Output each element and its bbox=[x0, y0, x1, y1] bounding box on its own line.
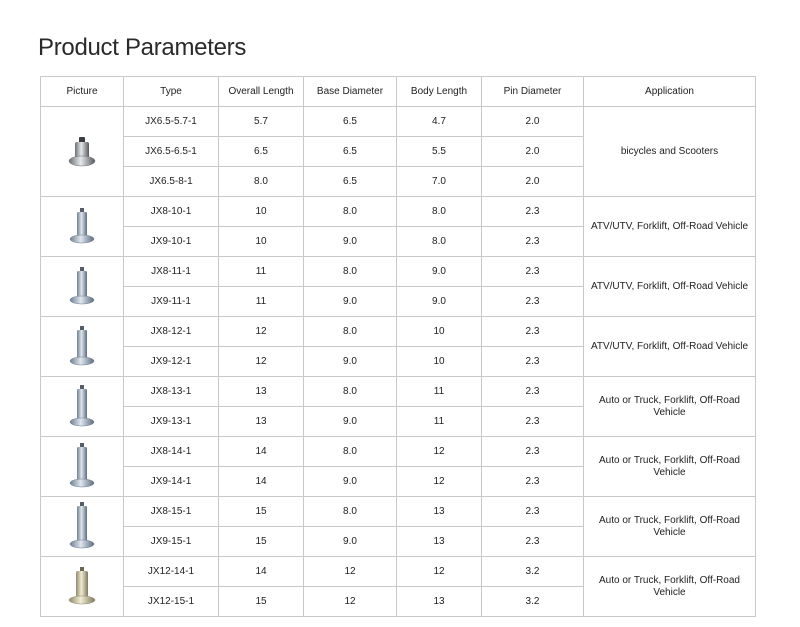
cell-base-diameter: 9.0 bbox=[304, 407, 397, 437]
cell-overall-length: 11 bbox=[219, 257, 304, 287]
cell-overall-length: 14 bbox=[219, 557, 304, 587]
header-row bbox=[41, 77, 756, 107]
cell-body-length: 13 bbox=[397, 497, 482, 527]
stud-pin-gold-icon bbox=[66, 563, 98, 611]
cell-overall-length: 13 bbox=[219, 377, 304, 407]
product-picture bbox=[41, 197, 124, 257]
cell-application: bicycles and Scooters bbox=[584, 107, 756, 197]
product-picture bbox=[41, 437, 124, 497]
cell-overall-length: 15 bbox=[219, 527, 304, 557]
table-row bbox=[41, 437, 756, 467]
cell-body-length: 9.0 bbox=[397, 287, 482, 317]
header-application: Application bbox=[584, 77, 756, 107]
cell-body-length: 12 bbox=[397, 467, 482, 497]
stud-pin-icon bbox=[67, 441, 97, 493]
stud-pin-icon bbox=[67, 323, 97, 371]
table-row bbox=[41, 377, 756, 407]
cell-pin-diameter: 2.3 bbox=[482, 497, 584, 527]
cell-application: Auto or Truck, Forklift, Off-Road Vehicle bbox=[584, 377, 756, 437]
cell-pin-diameter: 2.0 bbox=[482, 107, 584, 137]
cell-type: JX9-11-1 bbox=[124, 287, 219, 317]
product-picture bbox=[41, 257, 124, 317]
cell-overall-length: 15 bbox=[219, 587, 304, 617]
cell-pin-diameter: 2.3 bbox=[482, 407, 584, 437]
header-overall-length: Overall Length bbox=[219, 77, 304, 107]
table-row bbox=[41, 197, 756, 227]
cell-application: ATV/UTV, Forklift, Off-Road Vehicle bbox=[584, 197, 756, 257]
cell-type: JX8-14-1 bbox=[124, 437, 219, 467]
cell-pin-diameter: 2.3 bbox=[482, 467, 584, 497]
cell-application: ATV/UTV, Forklift, Off-Road Vehicle bbox=[584, 257, 756, 317]
header-picture: Picture bbox=[41, 77, 124, 107]
cell-overall-length: 12 bbox=[219, 347, 304, 377]
cell-base-diameter: 8.0 bbox=[304, 197, 397, 227]
cell-type: JX9-12-1 bbox=[124, 347, 219, 377]
cell-type: JX6.5-8-1 bbox=[124, 167, 219, 197]
cell-type: JX6.5-6.5-1 bbox=[124, 137, 219, 167]
cell-base-diameter: 8.0 bbox=[304, 497, 397, 527]
cell-base-diameter: 8.0 bbox=[304, 377, 397, 407]
cell-overall-length: 14 bbox=[219, 467, 304, 497]
cell-body-length: 8.0 bbox=[397, 227, 482, 257]
cell-overall-length: 12 bbox=[219, 317, 304, 347]
cell-body-length: 11 bbox=[397, 377, 482, 407]
header-base-diameter: Base Diameter bbox=[304, 77, 397, 107]
cell-base-diameter: 9.0 bbox=[304, 347, 397, 377]
cell-application: Auto or Truck, Forklift, Off-Road Vehicle bbox=[584, 557, 756, 617]
cell-base-diameter: 9.0 bbox=[304, 287, 397, 317]
stud-pin-icon bbox=[67, 500, 97, 554]
cell-body-length: 13 bbox=[397, 587, 482, 617]
cell-base-diameter: 6.5 bbox=[304, 137, 397, 167]
cell-application: Auto or Truck, Forklift, Off-Road Vehicle bbox=[584, 497, 756, 557]
product-picture bbox=[41, 497, 124, 557]
cell-body-length: 4.7 bbox=[397, 107, 482, 137]
cell-application: ATV/UTV, Forklift, Off-Road Vehicle bbox=[584, 317, 756, 377]
cell-pin-diameter: 2.3 bbox=[482, 227, 584, 257]
cell-type: JX6.5-5.7-1 bbox=[124, 107, 219, 137]
stud-pin-icon bbox=[67, 264, 97, 310]
cell-base-diameter: 9.0 bbox=[304, 467, 397, 497]
table-row bbox=[41, 557, 756, 587]
product-picture bbox=[41, 317, 124, 377]
product-parameters-table bbox=[40, 76, 756, 617]
cell-overall-length: 10 bbox=[219, 197, 304, 227]
cell-type: JX9-13-1 bbox=[124, 407, 219, 437]
cell-base-diameter: 8.0 bbox=[304, 437, 397, 467]
cell-pin-diameter: 2.3 bbox=[482, 437, 584, 467]
cell-type: JX12-15-1 bbox=[124, 587, 219, 617]
stud-pin-icon bbox=[67, 382, 97, 432]
stud-pin-icon bbox=[67, 205, 97, 249]
table-row bbox=[41, 497, 756, 527]
cell-pin-diameter: 2.3 bbox=[482, 377, 584, 407]
cell-pin-diameter: 2.3 bbox=[482, 347, 584, 377]
header-type: Type bbox=[124, 77, 219, 107]
cell-body-length: 10 bbox=[397, 347, 482, 377]
cell-overall-length: 13 bbox=[219, 407, 304, 437]
cell-base-diameter: 6.5 bbox=[304, 167, 397, 197]
cell-type: JX9-10-1 bbox=[124, 227, 219, 257]
cell-body-length: 12 bbox=[397, 557, 482, 587]
cell-body-length: 9.0 bbox=[397, 257, 482, 287]
product-picture bbox=[41, 377, 124, 437]
cell-base-diameter: 9.0 bbox=[304, 227, 397, 257]
header-pin-diameter: Pin Diameter bbox=[482, 77, 584, 107]
cell-base-diameter: 6.5 bbox=[304, 107, 397, 137]
cell-base-diameter: 8.0 bbox=[304, 317, 397, 347]
cell-application: Auto or Truck, Forklift, Off-Road Vehicle bbox=[584, 437, 756, 497]
cell-overall-length: 15 bbox=[219, 497, 304, 527]
cell-base-diameter: 12 bbox=[304, 557, 397, 587]
product-picture bbox=[41, 107, 124, 197]
cell-body-length: 5.5 bbox=[397, 137, 482, 167]
cell-overall-length: 8.0 bbox=[219, 167, 304, 197]
product-picture bbox=[41, 557, 124, 617]
cell-type: JX9-14-1 bbox=[124, 467, 219, 497]
cell-type: JX8-10-1 bbox=[124, 197, 219, 227]
cell-overall-length: 5.7 bbox=[219, 107, 304, 137]
cell-overall-length: 14 bbox=[219, 437, 304, 467]
cell-pin-diameter: 2.3 bbox=[482, 257, 584, 287]
cell-overall-length: 10 bbox=[219, 227, 304, 257]
cell-base-diameter: 12 bbox=[304, 587, 397, 617]
table-row bbox=[41, 257, 756, 287]
cell-pin-diameter: 2.3 bbox=[482, 287, 584, 317]
cell-type: JX8-11-1 bbox=[124, 257, 219, 287]
cell-body-length: 11 bbox=[397, 407, 482, 437]
table-row bbox=[41, 107, 756, 137]
cell-base-diameter: 9.0 bbox=[304, 527, 397, 557]
cell-body-length: 8.0 bbox=[397, 197, 482, 227]
cell-pin-diameter: 2.0 bbox=[482, 137, 584, 167]
stud-pin-short-icon bbox=[67, 132, 97, 172]
cell-pin-diameter: 3.2 bbox=[482, 557, 584, 587]
cell-type: JX12-14-1 bbox=[124, 557, 219, 587]
cell-type: JX8-12-1 bbox=[124, 317, 219, 347]
cell-body-length: 7.0 bbox=[397, 167, 482, 197]
cell-type: JX8-15-1 bbox=[124, 497, 219, 527]
cell-type: JX9-15-1 bbox=[124, 527, 219, 557]
table-row bbox=[41, 317, 756, 347]
cell-pin-diameter: 3.2 bbox=[482, 587, 584, 617]
cell-body-length: 12 bbox=[397, 437, 482, 467]
cell-body-length: 10 bbox=[397, 317, 482, 347]
cell-pin-diameter: 2.0 bbox=[482, 167, 584, 197]
cell-body-length: 13 bbox=[397, 527, 482, 557]
cell-base-diameter: 8.0 bbox=[304, 257, 397, 287]
cell-overall-length: 11 bbox=[219, 287, 304, 317]
cell-type: JX8-13-1 bbox=[124, 377, 219, 407]
cell-pin-diameter: 2.3 bbox=[482, 197, 584, 227]
cell-overall-length: 6.5 bbox=[219, 137, 304, 167]
cell-pin-diameter: 2.3 bbox=[482, 527, 584, 557]
cell-pin-diameter: 2.3 bbox=[482, 317, 584, 347]
header-body-length: Body Length bbox=[397, 77, 482, 107]
page-title: Product Parameters bbox=[38, 34, 247, 61]
